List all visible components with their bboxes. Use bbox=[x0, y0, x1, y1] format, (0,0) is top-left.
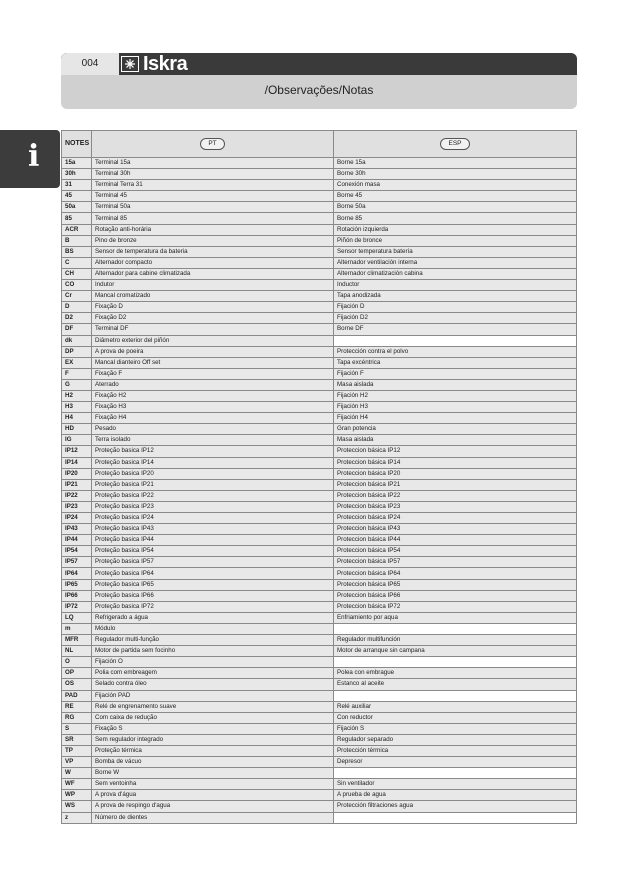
pt-cell: Proteção basica IP20 bbox=[92, 468, 334, 479]
code-cell: WP bbox=[62, 790, 92, 801]
esp-cell: Sin ventilador bbox=[334, 779, 577, 790]
table-row bbox=[62, 812, 577, 823]
table-row bbox=[62, 379, 577, 390]
pt-cell: Proteção basica IP43 bbox=[92, 524, 334, 535]
pt-cell: Proteção basica IP44 bbox=[92, 535, 334, 546]
esp-cell: A prueba de agua bbox=[334, 790, 577, 801]
esp-cell: Proteccion básica IP43 bbox=[334, 524, 577, 535]
table-row bbox=[62, 257, 577, 268]
pt-cell: Bomba de vácuo bbox=[92, 757, 334, 768]
code-cell: IP54 bbox=[62, 546, 92, 557]
table-row bbox=[62, 657, 577, 668]
code-cell: H2 bbox=[62, 390, 92, 401]
code-cell: z bbox=[62, 812, 92, 823]
esp-cell: Proteccion básica IP66 bbox=[334, 590, 577, 601]
pt-cell: Fijación O bbox=[92, 657, 334, 668]
esp-cell: Con reductor bbox=[334, 712, 577, 723]
code-cell: 15a bbox=[62, 158, 92, 169]
code-cell: 50a bbox=[62, 202, 92, 213]
pt-cell: Terminal Terra 31 bbox=[92, 180, 334, 191]
table-row bbox=[62, 557, 577, 568]
table-row bbox=[62, 590, 577, 601]
info-tab bbox=[0, 130, 60, 188]
info-icon: i bbox=[28, 139, 40, 174]
pt-cell: Fixação D2 bbox=[92, 313, 334, 324]
code-cell: O bbox=[62, 657, 92, 668]
code-cell: IG bbox=[62, 435, 92, 446]
esp-cell: Fijación H3 bbox=[334, 402, 577, 413]
notes-table bbox=[61, 130, 577, 824]
header-notes: NOTES bbox=[62, 131, 92, 158]
code-cell: IP14 bbox=[62, 457, 92, 468]
pt-cell: Diâmetro exterior del piñón bbox=[92, 335, 334, 346]
code-cell: RE bbox=[62, 701, 92, 712]
pt-cell: Sem ventoinha bbox=[92, 779, 334, 790]
table-row bbox=[62, 734, 577, 745]
pt-cell: Alternador para cabine climatizada bbox=[92, 268, 334, 279]
table-row bbox=[62, 302, 577, 313]
pt-cell: Terminal DF bbox=[92, 324, 334, 335]
table-row bbox=[62, 690, 577, 701]
table-row bbox=[62, 679, 577, 690]
code-cell: IP43 bbox=[62, 524, 92, 535]
esp-cell: Proteccion básica IP44 bbox=[334, 535, 577, 546]
table-row bbox=[62, 390, 577, 401]
esp-cell: Rotación izquierda bbox=[334, 224, 577, 235]
pt-cell: Fijación PAD bbox=[92, 690, 334, 701]
pt-cell: Proteção basica IP72 bbox=[92, 601, 334, 612]
pt-cell: Terminal 85 bbox=[92, 213, 334, 224]
esp-cell bbox=[334, 812, 577, 823]
table-row bbox=[62, 612, 577, 623]
pt-cell: Aterrado bbox=[92, 379, 334, 390]
esp-cell bbox=[334, 335, 577, 346]
table-row bbox=[62, 213, 577, 224]
table-row bbox=[62, 268, 577, 279]
table-row bbox=[62, 457, 577, 468]
code-cell: F bbox=[62, 368, 92, 379]
table-row bbox=[62, 501, 577, 512]
table-row bbox=[62, 579, 577, 590]
esp-cell: Borne 30h bbox=[334, 169, 577, 180]
page-title: /Observações/Notas bbox=[264, 83, 374, 97]
table-row bbox=[62, 601, 577, 612]
code-cell: C bbox=[62, 257, 92, 268]
pt-cell: Proteção basica IP65 bbox=[92, 579, 334, 590]
code-cell: IP22 bbox=[62, 490, 92, 501]
code-cell: IP72 bbox=[62, 601, 92, 612]
table-row bbox=[62, 357, 577, 368]
table-row bbox=[62, 169, 577, 180]
code-cell: 30h bbox=[62, 169, 92, 180]
code-cell: ACR bbox=[62, 224, 92, 235]
code-cell: CO bbox=[62, 280, 92, 291]
pt-cell: Regulador multi-função bbox=[92, 635, 334, 646]
pt-cell: Indutor bbox=[92, 280, 334, 291]
table-row bbox=[62, 402, 577, 413]
code-cell: OP bbox=[62, 668, 92, 679]
pt-cell: Número de dientes bbox=[92, 812, 334, 823]
code-cell: NL bbox=[62, 646, 92, 657]
esp-cell: Masa aislada bbox=[334, 435, 577, 446]
code-cell: D bbox=[62, 302, 92, 313]
code-cell: W bbox=[62, 768, 92, 779]
esp-cell bbox=[334, 657, 577, 668]
pt-cell: Proteção basica IP22 bbox=[92, 490, 334, 501]
table-row bbox=[62, 346, 577, 357]
pt-cell: Pesado bbox=[92, 424, 334, 435]
code-cell: RG bbox=[62, 712, 92, 723]
table-row bbox=[62, 635, 577, 646]
esp-cell: Proteccion básica IP14 bbox=[334, 457, 577, 468]
page-header bbox=[61, 53, 577, 109]
esp-cell: Proteccion básica IP72 bbox=[334, 601, 577, 612]
brand-logo bbox=[121, 53, 187, 75]
code-cell: IP44 bbox=[62, 535, 92, 546]
pt-cell: Proteção basica IP64 bbox=[92, 568, 334, 579]
table-row bbox=[62, 424, 577, 435]
table-row bbox=[62, 779, 577, 790]
code-cell: VP bbox=[62, 757, 92, 768]
code-cell: D2 bbox=[62, 313, 92, 324]
table-row bbox=[62, 158, 577, 169]
pt-cell: Alternador compacto bbox=[92, 257, 334, 268]
esp-cell: Borne 15a bbox=[334, 158, 577, 169]
esp-cell: Borne 85 bbox=[334, 213, 577, 224]
esp-cell: Borne DF bbox=[334, 324, 577, 335]
pt-cell: Refrigerado a água bbox=[92, 612, 334, 623]
esp-cell: Fijación S bbox=[334, 723, 577, 734]
table-row bbox=[62, 745, 577, 756]
pt-cell: Proteção basica IP12 bbox=[92, 446, 334, 457]
table-row bbox=[62, 801, 577, 812]
table-row bbox=[62, 546, 577, 557]
table-row bbox=[62, 479, 577, 490]
table-row bbox=[62, 235, 577, 246]
esp-cell: Depresor bbox=[334, 757, 577, 768]
pt-cell: A prova de poeira bbox=[92, 346, 334, 357]
header-esp bbox=[334, 131, 577, 158]
pt-cell: Sem regulador integrado bbox=[92, 734, 334, 745]
esp-cell: Alternador climatización cabina bbox=[334, 268, 577, 279]
esp-cell bbox=[334, 623, 577, 634]
table-row bbox=[62, 446, 577, 457]
table-row bbox=[62, 435, 577, 446]
table-row bbox=[62, 246, 577, 257]
code-cell: IP24 bbox=[62, 513, 92, 524]
pt-cell: Proteção térmica bbox=[92, 745, 334, 756]
code-cell: TP bbox=[62, 745, 92, 756]
esp-cell: Fijación H4 bbox=[334, 413, 577, 424]
pt-cell: Rotação anti-horária bbox=[92, 224, 334, 235]
table-row bbox=[62, 524, 577, 535]
code-cell: IP66 bbox=[62, 590, 92, 601]
pt-cell: Terminal 30h bbox=[92, 169, 334, 180]
code-cell: PAD bbox=[62, 690, 92, 701]
table-row bbox=[62, 291, 577, 302]
esp-cell: Masa aislada bbox=[334, 379, 577, 390]
pt-cell: Proteção basica IP14 bbox=[92, 457, 334, 468]
pt-cell: Mancal dianteiro Off set bbox=[92, 357, 334, 368]
code-cell: MFR bbox=[62, 635, 92, 646]
table-row bbox=[62, 723, 577, 734]
esp-cell: Polea con embrague bbox=[334, 668, 577, 679]
pt-cell: Borne W bbox=[92, 768, 334, 779]
pt-cell: Proteção basica IP21 bbox=[92, 479, 334, 490]
esp-cell: Piñón de bronce bbox=[334, 235, 577, 246]
code-cell: SR bbox=[62, 734, 92, 745]
esp-cell: Proteccion básica IP21 bbox=[334, 479, 577, 490]
table-row bbox=[62, 180, 577, 191]
esp-cell bbox=[334, 768, 577, 779]
pt-cell: Fixação H2 bbox=[92, 390, 334, 401]
pt-cell: A prova d'água bbox=[92, 790, 334, 801]
table-row bbox=[62, 202, 577, 213]
code-cell: S bbox=[62, 723, 92, 734]
table-row bbox=[62, 335, 577, 346]
code-cell: IP64 bbox=[62, 568, 92, 579]
pt-cell: A prova de respingo d'agua bbox=[92, 801, 334, 812]
page-number: 004 bbox=[61, 53, 119, 75]
table-row bbox=[62, 191, 577, 202]
pt-cell: Polia com embreagem bbox=[92, 668, 334, 679]
table-row bbox=[62, 668, 577, 679]
pt-cell: Mancal cromatizado bbox=[92, 291, 334, 302]
code-cell: IP12 bbox=[62, 446, 92, 457]
esp-cell: Sensor temperatura batería bbox=[334, 246, 577, 257]
brand-name: Iskra bbox=[143, 53, 188, 75]
code-cell: EX bbox=[62, 357, 92, 368]
table-row bbox=[62, 324, 577, 335]
pt-cell: Terminal 50a bbox=[92, 202, 334, 213]
esp-cell: Proteccion básica IP57 bbox=[334, 557, 577, 568]
esp-cell: Motor de arranque sin campana bbox=[334, 646, 577, 657]
esp-cell: Gran potencia bbox=[334, 424, 577, 435]
code-cell: BS bbox=[62, 246, 92, 257]
esp-cell: Proteccion básica IP24 bbox=[334, 513, 577, 524]
esp-cell: Protección filtraciones agua bbox=[334, 801, 577, 812]
table-header-row bbox=[62, 131, 577, 158]
esp-cell: Proteccion básica IP22 bbox=[334, 490, 577, 501]
esp-cell: Proteccion básica IP20 bbox=[334, 468, 577, 479]
pt-badge: PT bbox=[200, 138, 224, 150]
esp-cell: Borne 50a bbox=[334, 202, 577, 213]
code-cell: DF bbox=[62, 324, 92, 335]
esp-badge: ESP bbox=[440, 138, 469, 150]
table-row bbox=[62, 468, 577, 479]
code-cell: G bbox=[62, 379, 92, 390]
esp-cell: Proteccion básica IP65 bbox=[334, 579, 577, 590]
pt-cell: Fixação H3 bbox=[92, 402, 334, 413]
esp-cell bbox=[334, 690, 577, 701]
pt-cell: Terminal 45 bbox=[92, 191, 334, 202]
esp-cell: Estanco al aceite bbox=[334, 679, 577, 690]
esp-cell: Tapa anodizada bbox=[334, 291, 577, 302]
code-cell: IP21 bbox=[62, 479, 92, 490]
code-cell: WF bbox=[62, 779, 92, 790]
code-cell: B bbox=[62, 235, 92, 246]
esp-cell: Enfriamiento por aqua bbox=[334, 612, 577, 623]
esp-cell: Proteccion básica IP54 bbox=[334, 546, 577, 557]
esp-cell: Proteccion básica IP23 bbox=[334, 501, 577, 512]
header-pt bbox=[92, 131, 334, 158]
pt-cell: Proteção basica IP57 bbox=[92, 557, 334, 568]
pt-cell: Com caixa de redução bbox=[92, 712, 334, 723]
code-cell: OS bbox=[62, 679, 92, 690]
pt-cell: Terminal 15a bbox=[92, 158, 334, 169]
table-row bbox=[62, 313, 577, 324]
pt-cell: Pino de bronze bbox=[92, 235, 334, 246]
table-row bbox=[62, 757, 577, 768]
esp-cell: Fijación D bbox=[334, 302, 577, 313]
esp-cell: Protección térmica bbox=[334, 745, 577, 756]
table-row bbox=[62, 368, 577, 379]
pt-cell: Módulo bbox=[92, 623, 334, 634]
code-cell: WS bbox=[62, 801, 92, 812]
esp-cell: Fijación F bbox=[334, 368, 577, 379]
esp-cell: Relé auxiliar bbox=[334, 701, 577, 712]
esp-cell: Protección contra el polvo bbox=[334, 346, 577, 357]
table-row bbox=[62, 768, 577, 779]
table-row bbox=[62, 490, 577, 501]
pt-cell: Proteção basica IP54 bbox=[92, 546, 334, 557]
table-row bbox=[62, 413, 577, 424]
esp-cell: Regulador separado bbox=[334, 734, 577, 745]
iskra-logo-icon bbox=[121, 56, 139, 72]
table-row bbox=[62, 224, 577, 235]
code-cell: H3 bbox=[62, 402, 92, 413]
pt-cell: Fixação F bbox=[92, 368, 334, 379]
code-cell: 31 bbox=[62, 180, 92, 191]
pt-cell: Fixação D bbox=[92, 302, 334, 313]
code-cell: IP57 bbox=[62, 557, 92, 568]
esp-cell: Alternador ventilación interna bbox=[334, 257, 577, 268]
table-body bbox=[62, 158, 577, 824]
table-row bbox=[62, 623, 577, 634]
esp-cell: Proteccion básica IP64 bbox=[334, 568, 577, 579]
code-cell: H4 bbox=[62, 413, 92, 424]
esp-cell: Fijación D2 bbox=[334, 313, 577, 324]
esp-cell: Fijación H2 bbox=[334, 390, 577, 401]
table-row bbox=[62, 280, 577, 291]
table-row bbox=[62, 646, 577, 657]
pt-cell: Terra isolado bbox=[92, 435, 334, 446]
table-row bbox=[62, 513, 577, 524]
pt-cell: Fixação S bbox=[92, 723, 334, 734]
table-row bbox=[62, 535, 577, 546]
pt-cell: Fixação H4 bbox=[92, 413, 334, 424]
code-cell: m bbox=[62, 623, 92, 634]
esp-cell: Proteccion básica IP12 bbox=[334, 446, 577, 457]
code-cell: 45 bbox=[62, 191, 92, 202]
pt-cell: Proteção basica IP66 bbox=[92, 590, 334, 601]
esp-cell: Tapa excéntrica bbox=[334, 357, 577, 368]
esp-cell: Regulador multifunción bbox=[334, 635, 577, 646]
table-row bbox=[62, 790, 577, 801]
esp-cell: Inductor bbox=[334, 280, 577, 291]
pt-cell: Motor de partida sem focinho bbox=[92, 646, 334, 657]
code-cell: IP20 bbox=[62, 468, 92, 479]
esp-cell: Borne 45 bbox=[334, 191, 577, 202]
code-cell: dk bbox=[62, 335, 92, 346]
code-cell: CH bbox=[62, 268, 92, 279]
esp-cell: Conexión masa bbox=[334, 180, 577, 191]
code-cell: Cr bbox=[62, 291, 92, 302]
code-cell: DP bbox=[62, 346, 92, 357]
code-cell: IP23 bbox=[62, 501, 92, 512]
pt-cell: Proteção basica IP23 bbox=[92, 501, 334, 512]
pt-cell: Selado contra óleo bbox=[92, 679, 334, 690]
code-cell: HD bbox=[62, 424, 92, 435]
pt-cell: Relé de engrenamento suave bbox=[92, 701, 334, 712]
code-cell: IP65 bbox=[62, 579, 92, 590]
pt-cell: Sensor de temperatura da bateria bbox=[92, 246, 334, 257]
code-cell: LQ bbox=[62, 612, 92, 623]
pt-cell: Proteção basica IP24 bbox=[92, 513, 334, 524]
code-cell: 85 bbox=[62, 213, 92, 224]
table-row bbox=[62, 568, 577, 579]
table-row bbox=[62, 701, 577, 712]
table-row bbox=[62, 712, 577, 723]
